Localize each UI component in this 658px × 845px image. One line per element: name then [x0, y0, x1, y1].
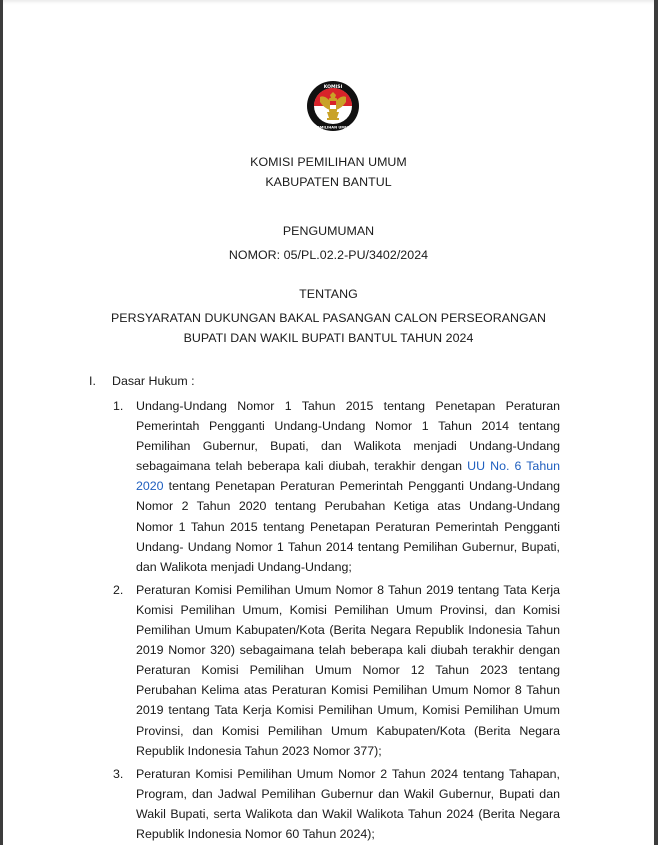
list-item — [113, 396, 560, 577]
list-item-text-after: tentang Penetapan Peraturan Pemerintah Pengganti Undang-Undang Nomor 2 Tahun 2020 tentang Perubahan Ketiga atas Undang-Undang Nomor 1 Tahun 2015 tentang Penetapan Peraturan Pemerintah Pengganti Undang- Undang Nomor 1 Tahun 2014 tentang Pemilihan Gubernur, Bupati, dan Walikota menjadi Undang-Undang; — [136, 479, 560, 574]
list-item-text: Peraturan Komisi Pemilihan Umum Nomor 8 Tahun 2019 tentang Tata Kerja Komisi Pemilihan Umum, Komisi Pemilihan Umum Provinsi, dan Komisi Pemilihan Umum Kabupaten/Kota (Berita Negara Republik Indonesia Tahun 2019 Nomor 320) sebagaimana telah beberapa kali diubah terakhir dengan Peraturan Komisi Pemilihan Umum Nomor 12 Tahun 2023 tentang Perubahan Kelima atas Peraturan Komisi Pemilihan Umum Nomor 8 Tahun 2019 tentang Tata Kerja Komisi Pemilihan Umum, Komisi Pemilihan Umum Provinsi, dan Komisi Pemilihan Umum Kabupaten/Kota (Berita Negara Republik Indonesia Tahun 2023 Nomor 377); — [136, 582, 560, 758]
section-number: I. — [89, 374, 96, 388]
list-item-text — [136, 399, 560, 574]
list-item-number: 3. — [113, 766, 124, 781]
list-item-number: 1. — [113, 399, 124, 413]
list-item-text: Peraturan Komisi Pemilihan Umum Nomor 2 Tahun 2024 tentang Tahapan, Program, dan Jadwal Pemilihan Gubernur dan Wakil Gubernur, Bupati dan Wakil Bupati, serta Walikota dan Wakil Walikota Tahun 2024 (Berita Negara Republik Indonesia Nomor 60 Tahun 2024); — [136, 766, 560, 841]
subject-label: TENTANG — [299, 287, 358, 301]
legal-basis-list — [113, 396, 560, 844]
section-title: Dasar Hukum : — [112, 374, 195, 388]
institution-region: KABUPATEN BANTUL — [265, 175, 392, 189]
svg-text:KOMISI: KOMISI — [323, 85, 343, 90]
announcement-number: NOMOR: 05/PL.02.2-PU/3402/2024 — [228, 248, 429, 262]
subject-line-1: PERSYARATAN DUKUNGAN BAKAL PASANGAN CALON PERSEORANGAN — [110, 311, 547, 325]
list-item-text-before: Undang-Undang Nomor 1 Tahun 2015 tentang Penetapan Peraturan Pemerintah Pengganti Undang-Undang Nomor 1 Tahun 2014 tentang Pemilihan Gubernur, Bupati, dan Walikota menjadi Undang-Undang sebagaimana telah beberapa kali diubah, terakhir dengan — [136, 399, 560, 474]
list-item-number: 2. — [113, 582, 124, 597]
svg-text:PEMILIHAN UMUM: PEMILIHAN UMUM — [314, 125, 352, 130]
list-item — [113, 764, 560, 844]
institution-name: KOMISI PEMILIHAN UMUM — [250, 155, 407, 169]
subject-line-2: BUPATI DAN WAKIL BUPATI BANTUL TAHUN 2024 — [183, 331, 474, 345]
announcement-title: PENGUMUMAN — [282, 224, 375, 238]
document-page — [3, 0, 654, 845]
list-item — [113, 580, 560, 761]
kpu-emblem-icon — [306, 80, 360, 132]
uu-6-2020-link[interactable]: UU No. 6 Tahun 2020 — [136, 459, 560, 494]
